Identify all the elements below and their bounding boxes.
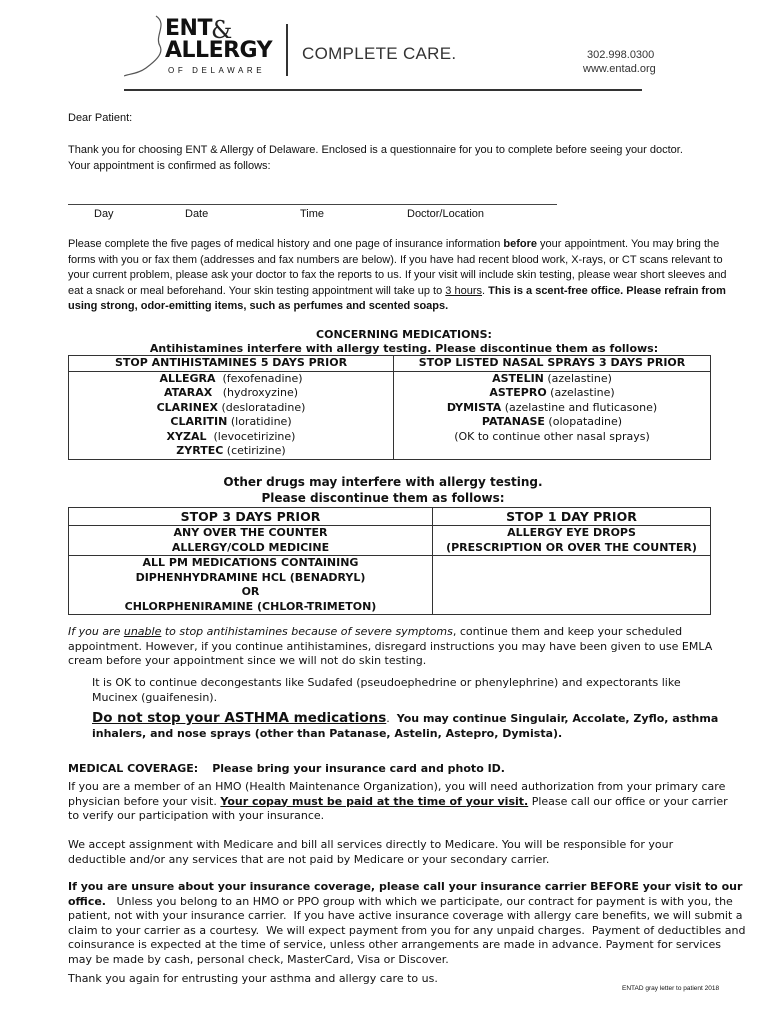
col-header: STOP 3 DAYS PRIOR <box>69 508 433 526</box>
appointment-date-label: Date <box>185 208 209 220</box>
hmo-paragraph: If you are a member of an HMO (Health Maintenance Organization), you will need authorization from your primary care physician before your visit. Your copay must be paid at the time of your visit. Please call our office or your carrier to verify our participation with your insurance. <box>68 780 728 822</box>
tagline: COMPLETE CARE. <box>302 44 457 63</box>
medications-subtitle: Antihistamines interfere with allergy testing. Please discontinue them as follows: <box>149 342 659 355</box>
col-header: STOP LISTED NASAL SPRAYS 3 DAYS PRIOR <box>394 356 711 372</box>
intro-paragraph <box>68 143 728 174</box>
instructions-paragraph: Please complete the five pages of medical history and one page of insurance information before your appointment. You may bring the forms with you or fax them (addresses and fax numbers are below). If you have had recent blood work, X-rays, or CT scans relevant to your current problem, please ask your doctor to fax the reports to us. If your visit will include skin testing, please wear short sleeves and eat a snack or meal beforehand. Your skin testing appointment will take up to 3 hours. This is a scent-free office. Please refrain from using strong, odor-emitting items, such as perfumes and scented soaps. <box>68 238 727 312</box>
other-drugs-table <box>68 507 711 615</box>
thanks-line: Thank you again for entrusting your asthma and allergy care to us. <box>68 972 438 985</box>
table-row: ALLEGRA (fexofenadine) ASTELIN (azelastine) <box>69 371 711 386</box>
medications-title: CONCERNING MEDICATIONS: <box>316 328 492 341</box>
website: www.entad.org <box>583 63 656 75</box>
intro-line-1: Thank you for choosing ENT & Allergy of Delaware. Enclosed is a questionnaire for you to complete before seeing your doctor. <box>68 144 683 156</box>
instr-hours: 3 hours <box>445 284 482 297</box>
footer-note: ENTAD gray letter to patient 2018 <box>622 985 720 992</box>
table-row: CLARINEX (desloratadine) DYMISTA (azelastine and fluticasone) <box>69 401 711 416</box>
table-header-row <box>69 508 711 526</box>
appointment-time-label: Time <box>300 208 325 220</box>
table-row: ZYRTEC (cetirizine) <box>69 444 711 459</box>
instr-scent-free: This is a scent-free office. Please refrain from using strong, odor-emitting items, such as perfumes and scented soaps. <box>68 284 726 312</box>
col-header: STOP ANTIHISTAMINES 5 DAYS PRIOR <box>69 356 394 372</box>
appointment-doctor-label: Doctor/Location <box>407 208 485 220</box>
header-divider <box>286 24 288 76</box>
appointment-day-label: Day <box>94 208 114 220</box>
logo-allergy-text: ALLERGY <box>165 38 273 63</box>
antihistamine-table <box>68 355 711 460</box>
table-row: ALL PM MEDICATIONS CONTAINING DIPHENHYDRAMINE HCL (BENADRYL) OR CHLORPHENIRAMINE (CHLOR-TRIMETON) <box>69 556 711 615</box>
logo-ampersand: & <box>211 16 233 44</box>
table-header-row <box>69 356 711 372</box>
logo-ent-text: ENT <box>165 16 212 41</box>
decongestants-paragraph: It is OK to continue decongestants like Sudafed (pseudoephedrine or phenylephrine) and expectorants like Mucinex (guaifenesin). <box>92 676 681 704</box>
other-drugs-title: Other drugs may interfere with allergy testing. <box>223 475 543 489</box>
unsure-paragraph: If you are unsure about your insurance coverage, please call your insurance carrier BEFORE your visit to our office. Unless you belong to an HMO or PPO group with which we participate, our contract for payment is with you, the patient, not with your insurance carrier. If you have active insurance coverage with allergy care benefits, we will submit a claim to your carrier as a courtesy. We will expect payment from you for any unpaid charges. Payment of deductibles and coinsurance is expected at the time of service, unless other arrangements are made in advance. Payment for services may be made by cash, personal check, MasterCard, Visa or Discover. <box>68 880 749 966</box>
phone-number: 302.998.0300 <box>587 49 655 61</box>
unable-paragraph: If you are unable to stop antihistamines because of severe symptoms, continue them and keep your scheduled appointment. However, if you continue antihistamines, disregard instructions you may have been given to use EMLA cream before your appointment since we will not do skin testing. <box>68 625 713 667</box>
instr-before: before <box>503 238 537 250</box>
greeting: Dear Patient: <box>68 112 133 124</box>
appointment-line <box>68 204 557 205</box>
intro-line-2: Your appointment is confirmed as follows: <box>68 159 271 172</box>
table-row: XYZAL (levocetirizine) (OK to continue other nasal sprays) <box>69 430 711 445</box>
medicare-paragraph: We accept assignment with Medicare and bill all services directly to Medicare. You will be responsible for your deductible and/or any services that are not paid by Medicare or your secondary carrier. <box>68 838 674 866</box>
coverage-heading: MEDICAL COVERAGE: Please bring your insurance card and photo ID. <box>68 762 505 775</box>
header-rule <box>124 89 642 91</box>
table-row: ATARAX (hydroxyzine) ASTEPRO (azelastine) <box>69 386 711 401</box>
asthma-warning: Do not stop your ASTHMA medications <box>92 710 387 726</box>
other-drugs-subtitle: Please discontinue them as follows: <box>261 491 505 505</box>
logo-subtitle: OF DELAWARE <box>168 66 266 75</box>
table-row: CLARITIN (loratidine) PATANASE (olopatadine) <box>69 415 711 430</box>
asthma-paragraph: Do not stop your ASTHMA medications. You may continue Singulair, Accolate, Zyflo, asthma inhalers, and nose sprays (other than Patanase, Astelin, Astepro, Dymista). <box>92 710 719 740</box>
col-header: STOP 1 DAY PRIOR <box>433 508 711 526</box>
table-row: ANY OVER THE COUNTER ALLERGY/COLD MEDICINE ALLERGY EYE DROPS (PRESCRIPTION OR OVER THE COUNTER) <box>69 526 711 556</box>
